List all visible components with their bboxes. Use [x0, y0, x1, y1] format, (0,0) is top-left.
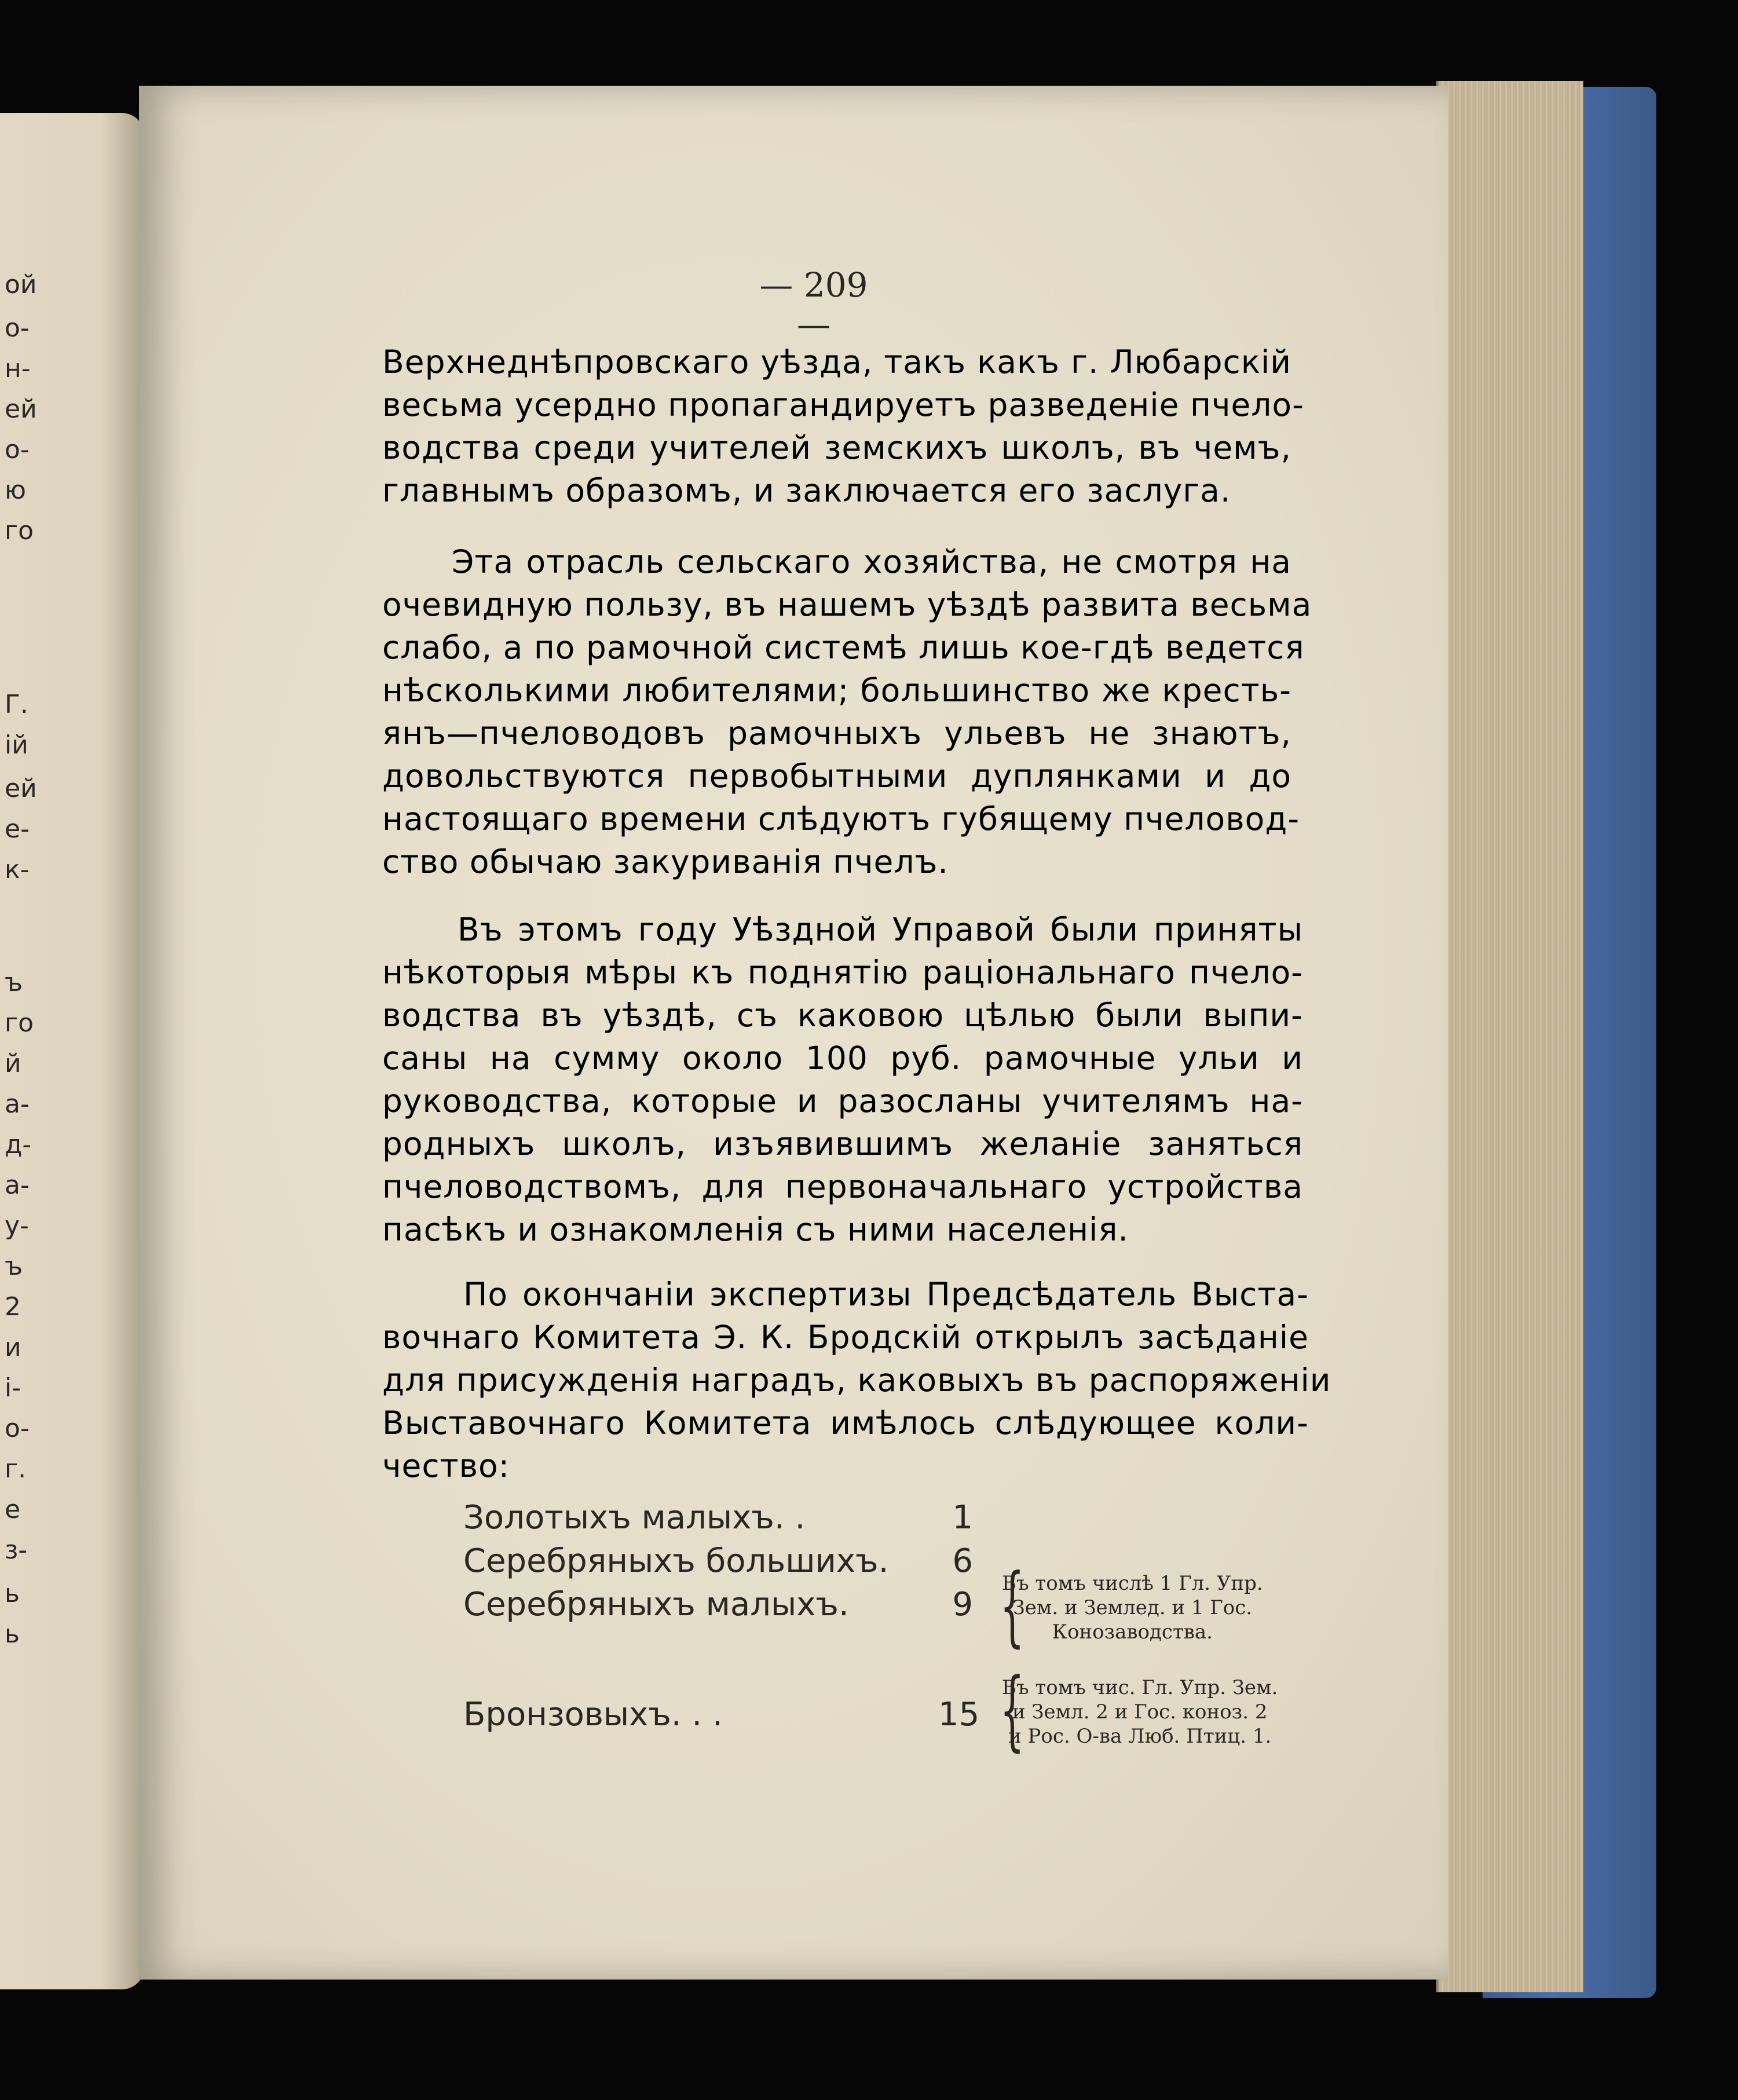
award-row: [463, 1542, 973, 1580]
left-page-fragment: е: [5, 1495, 21, 1524]
award-count: 9: [952, 1586, 973, 1623]
leader-dots: . .: [774, 1499, 806, 1536]
text-line: для присужденія наградъ, каковыхъ въ распоряженіи: [382, 1362, 1331, 1399]
award-count: 15: [938, 1696, 980, 1733]
left-page-fragment: ей: [5, 394, 37, 424]
left-page-fragment: 2: [5, 1292, 21, 1322]
text-line: ство обычаю закуриванія пчелъ.: [382, 843, 949, 880]
award-row: [463, 1696, 980, 1733]
text-line: весьма усердно пропагандируетъ разведеніе пчело-: [382, 386, 1304, 423]
left-page-fragment: е-: [5, 814, 30, 844]
leader-dots: . . .: [671, 1696, 723, 1733]
award-note: [1002, 1571, 1263, 1644]
left-page-fragment: ей: [5, 774, 37, 803]
award-row: [463, 1586, 973, 1623]
note-line: и Рос. О-ва Люб. Птиц. 1.: [1008, 1725, 1272, 1748]
left-page-fragment: Г.: [5, 690, 28, 719]
text-line: очевидную пользу, въ нашемъ уѣздѣ развита весьма: [382, 586, 1312, 623]
left-page-fragment: г.: [5, 1454, 27, 1484]
text-line: чество:: [382, 1447, 510, 1484]
note-line: Въ томъ числѣ 1 Гл. Упр.: [1002, 1572, 1263, 1595]
left-page-fragment: ой: [5, 270, 37, 299]
text-line: пасѣкъ и ознакомленія съ ними населенія.: [382, 1211, 1129, 1248]
paragraph-4: [382, 1273, 1331, 1487]
left-page-fragment: ю: [5, 475, 27, 505]
paragraph-3: [382, 908, 1303, 1251]
note-line: и Земл. 2 и Гос. коноз. 2: [1012, 1700, 1268, 1724]
left-page-fragment: а-: [5, 1089, 30, 1119]
left-page-fragment: а-: [5, 1170, 30, 1200]
text-line: Эта отрасль сельскаго хозяйства, не смотря на: [452, 543, 1291, 580]
paragraph-1: [382, 341, 1304, 512]
left-page-fragment: ій: [5, 730, 28, 760]
award-row: [463, 1499, 973, 1536]
right-page: [139, 86, 1448, 1980]
left-page-fragment: го: [5, 516, 34, 546]
left-page-fragment: и: [5, 1333, 21, 1362]
text-line: нѣсколькими любителями; большинство же кресть-: [382, 672, 1291, 709]
text-line: вочнаго Комитета Э. К. Бродскій открылъ засѣданіе: [382, 1319, 1309, 1356]
note-line: Въ томъ чис. Гл. Упр. Зем.: [1002, 1676, 1278, 1699]
page-edges: [1436, 81, 1583, 1992]
left-page-fragment: з-: [5, 1535, 28, 1565]
text-line: родныхъ школъ, изъявившимъ желаніе заняться: [382, 1125, 1303, 1162]
leader-dots: .: [878, 1542, 889, 1580]
text-line: руководства, которые и разосланы учителямъ на-: [382, 1082, 1303, 1119]
brace-icon: {: [1000, 1556, 1025, 1656]
left-page-fragment: і-: [5, 1373, 21, 1403]
left-page-fragment: го: [5, 1008, 34, 1038]
left-page-fragment: о-: [5, 435, 30, 464]
award-name: Серебряныхъ малыхъ: [463, 1586, 839, 1623]
note-line: Зем. и Землед. и 1 Гос.: [1012, 1596, 1253, 1619]
left-page-fragment: н-: [5, 354, 31, 383]
award-name: Бронзовыхъ: [463, 1696, 671, 1733]
award-count: 1: [952, 1499, 973, 1536]
text-line: водства въ уѣздѣ, съ каковою цѣлью были выпи-: [382, 997, 1303, 1034]
text-line: нѣкоторыя мѣры къ поднятію раціональнаго пчело-: [382, 954, 1303, 991]
left-page-fragment: ъ: [5, 968, 23, 997]
text-line: янъ—пчеловодовъ рамочныхъ ульевъ не знаютъ,: [382, 715, 1291, 752]
text-line: слабо, а по рамочной системѣ лишь кое-гдѣ ведется: [382, 629, 1305, 666]
text-line: пчеловодствомъ, для первоначальнаго устройства: [382, 1168, 1303, 1205]
left-page-fragment: ь: [5, 1619, 20, 1649]
text-line: саны на сумму около 100 руб. рамочные ульи и: [382, 1040, 1303, 1077]
left-page-fragment: к-: [5, 855, 30, 884]
left-page-fragment: ъ: [5, 1252, 23, 1281]
award-note: [1002, 1675, 1278, 1748]
left-page-fragment: у-: [5, 1211, 29, 1241]
note-line: Конозаводства.: [1052, 1620, 1213, 1644]
left-page-fragment: о-: [5, 1414, 30, 1443]
leader-dots: .: [838, 1586, 849, 1623]
text-line: Въ этомъ году Уѣздной Управой были приняты: [458, 911, 1303, 948]
text-line: довольствуются первобытными дуплянками и до: [382, 758, 1291, 795]
left-page-fragment: д-: [5, 1130, 32, 1159]
award-count: 6: [952, 1542, 973, 1580]
text-line: Выставочнаго Комитета имѣлось слѣдующее коли-: [382, 1404, 1309, 1442]
paragraph-2: [382, 540, 1312, 883]
text-line: настоящаго времени слѣдуютъ губящему пчеловод-: [382, 800, 1300, 837]
left-page-fragment: о-: [5, 313, 30, 343]
award-name: Золотыхъ малыхъ: [463, 1499, 774, 1536]
left-page-fragment: ь: [5, 1579, 20, 1608]
text-line: водства среди учителей земскихъ школъ, въ чемъ,: [382, 429, 1291, 466]
text-line: По окончаніи экспертизы Предсѣдатель Выста-: [463, 1276, 1309, 1313]
left-page: [0, 113, 145, 1989]
page-number: — 209 —: [759, 265, 868, 344]
text-line: главнымъ образомъ, и заключается его заслуга.: [382, 472, 1231, 509]
brace-icon: {: [1000, 1660, 1025, 1761]
text-line: Верхнеднѣпровскаго уѣзда, такъ какъ г. Любарскій: [382, 343, 1291, 381]
award-name: Серебряныхъ большихъ: [463, 1542, 879, 1580]
left-page-fragment: й: [5, 1049, 21, 1078]
